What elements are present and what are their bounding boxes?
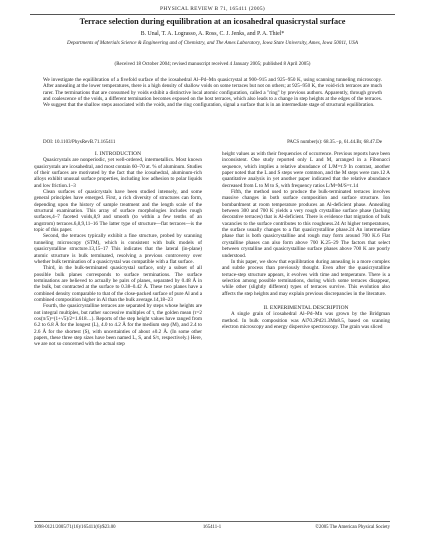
- footer-rule: [34, 521, 390, 522]
- identifiers: [43, 140, 382, 145]
- footer-issn: 1098-0121/2005/71(16)/165411(6)/$23.00: [34, 525, 116, 530]
- pacs-numbers: PACS number(s): 68.35.−p, 61.44.Br, 68.47.De: [287, 140, 382, 145]
- paragraph: Second, the terraces typically exhibit a fine structure, probed by scanning tunneling microscopy (STM), which is consistent with bulk models of quasicrystalline structure.13,15–17 This indicates that the lateral (in-plane) atomic structure is bulk terminated, resolving a previous controversy over whether bulk termination of a quasicrystal was compatible with a flat surface.: [34, 233, 202, 265]
- paragraph: Quasicrystals are nonperiodic, yet well-ordered, intermetallics. Most known quasicrystals are icosahedral, and most contain 60–70 at. % of aluminum. Studies of their surfaces are motivated by the fact that the icosahedral, aluminum-rich alloys exhibit unusual surface properties, including low adhesion to polar liquids and low friction.1–3: [34, 157, 202, 189]
- paragraph: Fourth, the quasicrystalline terraces are separated by steps whose heights are not integral multiples, but rather successive multiples of τ, the golden mean (τ=2 cos(π/5)=(1+√5)/2=1.618…). Reports of the step height values have ranged from 6.2 to 6.8 Å for the longest (L), 4.0 to 4.2 Å for the medium step (M), and 2.4 to 2.6 Å for the shortest (S), with uncertainties of about ±0.2 Å. (In some other papers, these three step sizes have been named L, S, and S/τ, respectively.) Here, we are not so concerned with the actual step: [34, 303, 202, 348]
- paragraph: In this paper, we show that equilibration during annealing is a more complex and subtle process than previously thought. Even after the quasicrystalline terrace-step structure appears, it evolves with time and temperature. There is a selection among possible terminations, during which some terraces disappear, while other (slightly different) types of terraces survive. This evolution also affects the step heights and may explain previous discrepancies in the literature.: [222, 258, 390, 297]
- paragraph: A single grain of icosahedral Al–Pd–Mn was grown by the Bridgman method. In bulk composition was Al70.2Pd21.3Mn8.5, based on scanning electron microscopy and energy dispersive spectroscopy. The grain was sliced: [222, 311, 390, 330]
- right-column: [222, 151, 390, 330]
- running-header: [0, 6, 425, 12]
- publication-dates: (Received 18 October 2004; revised manuscript received 4 January 2005; published 8 April 2005): [114, 62, 311, 67]
- page-footer: [34, 525, 390, 530]
- header-rule: [30, 14, 395, 15]
- affiliation: Departments of Materials Science & Engineering and of Chemistry, and The Ames Laboratory, Iowa State University, Ames, Iowa 50011, USA: [67, 40, 358, 46]
- doi: DOI: 10.1103/PhysRevB.71.165411: [43, 140, 116, 145]
- section-heading-introduction: I. INTRODUCTION: [94, 151, 142, 157]
- abstract: We investigate the equilibration of a fivefold surface of the icosahedral Al–Pd–Mn quasicrystal at 900–915 and 925–950 K, using scanning tunneling microscopy. After annealing at the lower temperatures, there is a high density of shallow voids on some terraces but not on others; at 925–950 K, the void-rich terraces are much rarer. The terminations that are consumed by voids exhibit a distinctive local atomic configuration, called a "ring" by previous authors. Apparently, through growth and coalescence of the voids, a different termination becomes exposed on the host terraces, which also leads to a change in step heights at the edges of the terraces. We suggest that the shallow steps associated with the voids, and the ring configuration, signal a surface that is in an intermediate stage of structural equilibration.: [43, 77, 382, 109]
- copyright: ©2005 The American Physical Society: [315, 525, 390, 530]
- author-list: B. Unal, T. A. Lograsso, A. Ross, C. J. Jenks, and P. A. Thiel*: [140, 31, 285, 37]
- page-number: 165411-1: [202, 525, 222, 530]
- journal-header: PHYSICAL REVIEW B 71, 165411 (2005): [160, 6, 265, 12]
- paragraph: Third, in the bulk-terminated quasicrystal surface, only a subset of all possible bulk planes corresponds to surface terminations. The surface terminations are believed to actually be pairs of planes, separated by 0.48 Å in the bulk, but contracted at the surface to 0.38–0.42 Å. These two planes have a combined density comparable to that of the close-packed surface of pure Al and a combined composition higher in Al than the bulk average.14,18–23: [34, 265, 202, 303]
- paper-title: Terrace selection during equilibration at an icosahedral quasicrystal surface: [79, 17, 346, 26]
- paragraph: Fifth, the method used to produce the bulk-terminated terraces involves massive changes in both surface composition and surface structure. Ion bombardment at room temperature produces an Al-deficient phase. Annealing between 300 and 700 K yields a very rough crystalline surface phase (lacking decorative terraces) that is Al-deficient. There is evidence that migration of bulk vacancies to the surface contributes to this roughness.24 At higher temperatures, the surface usually changes to a flat quasicrystalline phase.24 An intermediate phase that is both quasicrystalline and rough may form around 700 K.6 Flat crystalline phases can also form above 700 K.25–29 The factors that select between crystalline and quasicrystalline surface phases above 700 K are poorly understood.: [222, 189, 390, 259]
- paragraph: Clean surfaces of quasicrystals have been studied intensely, and some general principles have emerged. First, a rich diversity of structures can form, depending upon the history of sample treatment and the length scale of the structural examination. This array of surface morphologies includes rough surfaces,4–7 faceted voids,8,9 and smooth (to within a few tenths of an angstrom) terraces.6,8,9,11–16 The latter type of structure—flat terraces—is the topic of this paper.: [34, 189, 202, 234]
- section-heading-experimental: II. EXPERIMENTAL DESCRIPTION: [263, 304, 349, 311]
- left-column: [34, 151, 202, 348]
- paragraph: height values as with their frequencies of occurrence. Previous reports have been inconsistent. One study reported only L and M, arranged in a Fibonacci sequence, which implies a relative abundance of L/M=τ.9 In contrast, another paper noted that the L and S steps were common, and the M steps were rare.12 A quantitative analysis in yet another paper indicated that the relative abundance decreased from L to M to S, with frequency ratios L/M=M/S=τ.14: [222, 151, 390, 189]
